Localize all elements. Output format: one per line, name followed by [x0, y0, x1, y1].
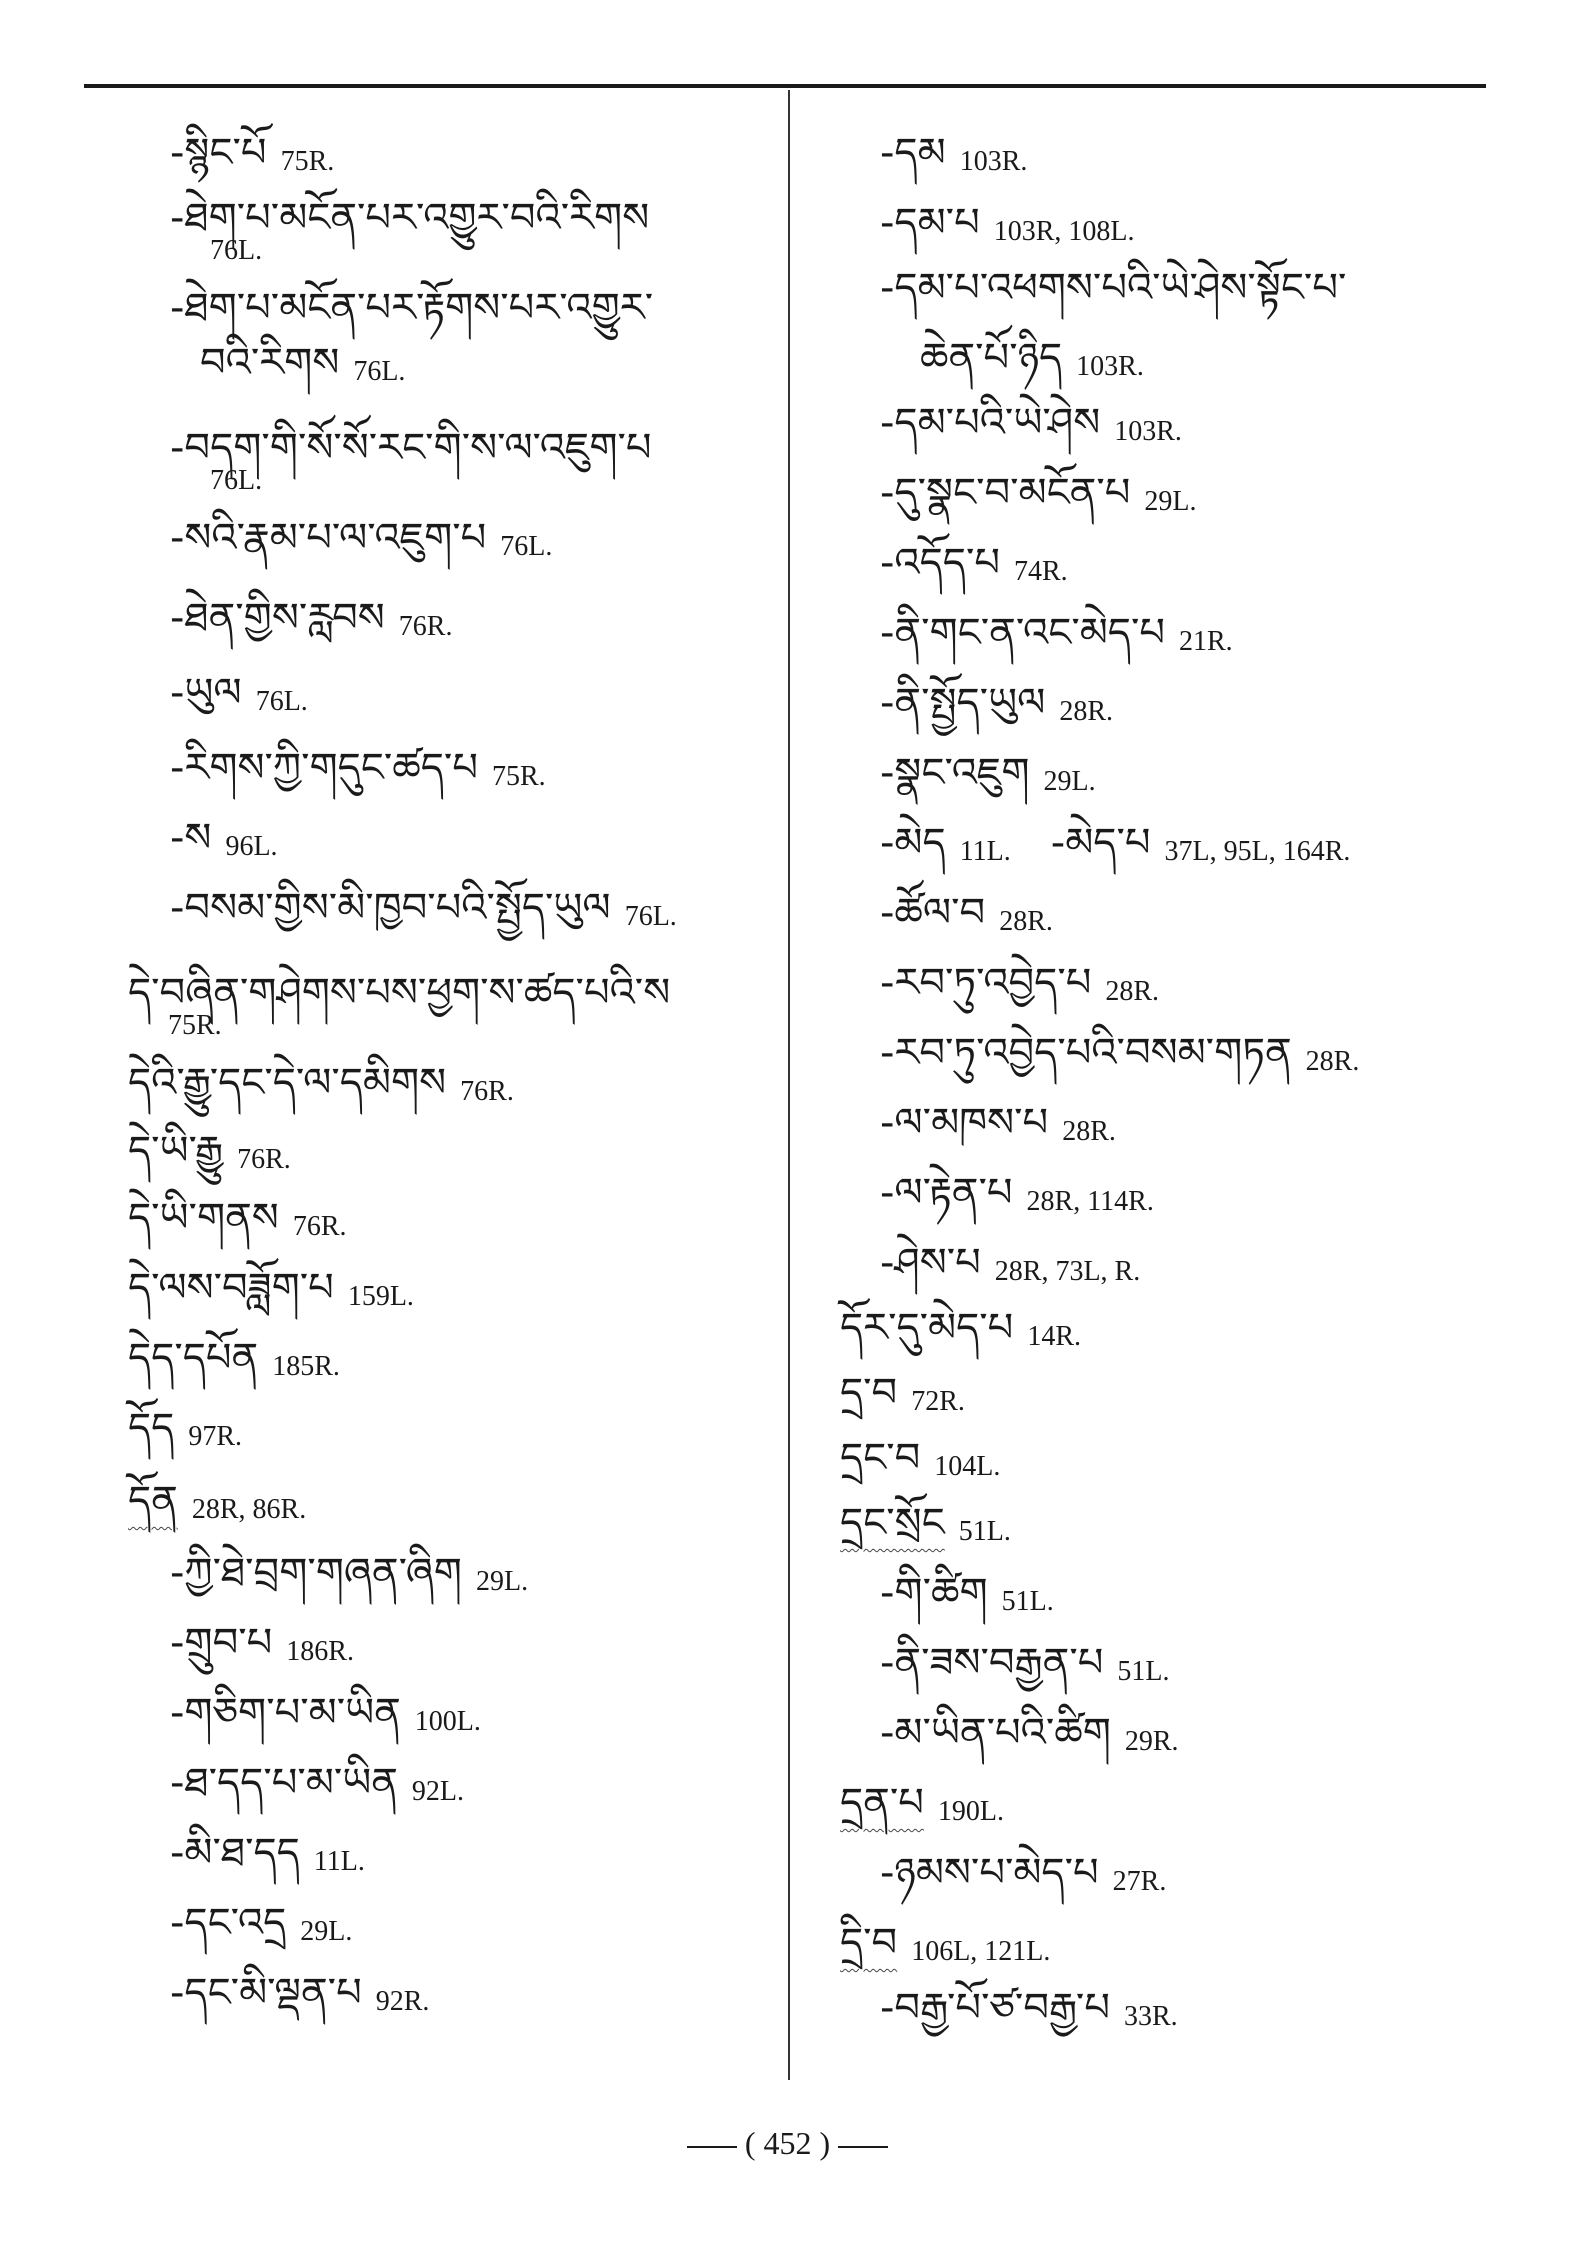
entry-reference: 28R. — [1062, 1116, 1116, 1147]
left_column-entry — [170, 815, 278, 861]
right_column-entry — [880, 470, 1197, 516]
left_column-entry — [128, 1335, 340, 1381]
entry-term: -དང་མི་ལྡན་པ — [170, 1970, 362, 2016]
entry-term: -གི་ཚིག — [880, 1570, 988, 1616]
entry-term: -རབ་ཏུ་འབྱེད་པ — [880, 960, 1092, 1006]
entry-reference: 76L. — [353, 356, 406, 387]
entry-reference: 29L. — [1043, 766, 1096, 797]
left_column-entry — [170, 425, 652, 497]
right_column-entry — [880, 1170, 1154, 1216]
entry-reference: 29L. — [475, 1566, 529, 1597]
entry-reference: 76L. — [255, 686, 308, 717]
entry-reference: 186R. — [286, 1636, 354, 1667]
left_column-entry — [170, 1900, 352, 1946]
entry-reference: 21R. — [1179, 626, 1233, 657]
entry-reference: 185R. — [272, 1351, 340, 1382]
left_column-entry — [128, 1195, 347, 1241]
entry-reference: 103R. — [1114, 416, 1182, 447]
entry-reference: 92L. — [411, 1776, 465, 1807]
top-rule — [84, 84, 1486, 88]
entry-reference: 28R, 86R. — [191, 1494, 307, 1525]
right_column-entry — [880, 890, 1053, 936]
entry-term: དྲ་བ — [840, 1370, 898, 1416]
entry-term: -ཉམས་པ་མེད་པ — [880, 1850, 1099, 1896]
right_column-entry — [880, 265, 1346, 311]
entry-term: དེ་ཡི་རྒྱུ — [128, 1128, 224, 1174]
entry-term: -ནི་གང་ན་འང་མེད་པ — [880, 610, 1165, 656]
entry-term: དོད — [128, 1405, 175, 1451]
entry-term: -དུ་སྣང་བ་མངོན་པ — [880, 470, 1131, 516]
entry-reference: 76L. — [500, 531, 553, 562]
entry-term: དོན — [128, 1478, 178, 1524]
right_column-entry — [880, 750, 1096, 796]
entry-reference: 29R. — [1124, 1726, 1179, 1757]
entry-reference: 76R. — [292, 1211, 347, 1242]
left_column-entry — [128, 1265, 414, 1311]
entry-reference: 28R, 114R. — [1026, 1186, 1154, 1217]
right_column-entry — [880, 610, 1233, 656]
entry-term: -ཐེག་པ་མངོན་པར་རྟོགས་པར་འགྱུར་ — [170, 285, 654, 331]
entry-term: -སྙིང་པོ — [170, 130, 267, 176]
right_column-entry — [920, 335, 1144, 381]
entry-term: -ལ་མཁས་པ — [880, 1100, 1049, 1146]
entry-term: -ཡུལ — [170, 670, 242, 716]
entry-reference: 76R. — [398, 611, 453, 642]
entry-term: -རིགས་ཀྱི་གདུང་ཚད་པ — [170, 745, 478, 791]
entry-reference: 190L. — [937, 1796, 1004, 1827]
entry-term: ཆེན་པོ་ཉིད — [920, 335, 1063, 381]
entry-term: -དམ་པའི་ཡེ་ཤེས — [880, 400, 1101, 446]
entry-reference: 104L. — [934, 1451, 1001, 1482]
entry-reference: 37L, 95L, 164R. — [1164, 836, 1351, 867]
entry-term: -ཀྱི་ཐེ་བྲག་གཞན་ཞིག — [170, 1550, 462, 1596]
entry-term: དེའི་རྒྱུ་དང་དེ་ལ་དམིགས — [128, 1060, 447, 1106]
left_column-entry — [128, 1060, 514, 1106]
entry-term: -མེད་པ — [1050, 820, 1151, 866]
entry-term: དོར་དུ་མེད་པ — [840, 1305, 1014, 1351]
entry-reference: 72R. — [911, 1386, 965, 1417]
entry-term: དྲན་པ — [840, 1780, 924, 1826]
left_column-entry — [170, 195, 649, 267]
left_column-entry — [170, 745, 546, 791]
entry-term: -ནི་སྤྱོད་ཡུལ — [880, 680, 1046, 726]
right_column-entry — [880, 1710, 1179, 1756]
right_column-entry — [880, 1100, 1116, 1146]
right_column-entry — [840, 1370, 965, 1416]
entry-term: -ས — [170, 815, 212, 861]
right_column-entry — [840, 1780, 1004, 1826]
entry-term: དེ་བཞིན་གཤེགས་པས་ཕྱག་ས་ཚད་པའི་ས — [128, 970, 671, 1016]
entry-term: -གྲུབ་པ — [170, 1620, 273, 1666]
right_column-entry — [880, 1570, 1054, 1616]
entry-term: -ཤེས་པ — [880, 1240, 981, 1286]
left_column-entry — [170, 1550, 528, 1596]
entry-reference: 75R. — [491, 761, 546, 792]
entry-reference: 76L. — [624, 901, 677, 932]
entry-reference: 28R, 73L, R. — [994, 1256, 1141, 1287]
entry-reference: 103R. — [959, 146, 1028, 177]
entry-reference: 76R. — [237, 1144, 291, 1175]
entry-reference: 96L. — [225, 831, 278, 862]
entry-reference: 106L, 121L. — [911, 1936, 1051, 1967]
entry-term: -ཚོལ་བ — [880, 890, 986, 936]
right_column-entry — [840, 1500, 1011, 1546]
entry-reference: 51L. — [1117, 1656, 1170, 1687]
entry-term: -ཐེག་པ་མངོན་པར་འགྱུར་བའི་རིགས — [170, 195, 650, 241]
left_column-entry — [170, 670, 308, 716]
entry-term: -རབ་ཏུ་འབྱེད་པའི་བསམ་གཏན — [880, 1030, 1292, 1076]
left_column-entry — [128, 1478, 306, 1524]
entry-reference: 97R. — [188, 1421, 243, 1452]
entry-term: -བདག་གི་སོ་སོ་རང་གི་ས་ལ་འཇུག་པ — [170, 425, 652, 471]
entry-reference: 159L. — [347, 1281, 414, 1312]
entry-term: -འདོད་པ — [880, 540, 1000, 586]
right_column-entry — [880, 960, 1159, 1006]
right_column-entry — [880, 200, 1135, 246]
right_column-entry — [880, 1850, 1166, 1896]
entry-term: -བསམ་གྱིས་མི་ཁྱབ་པའི་སྤྱོད་ཡུལ — [170, 885, 611, 931]
entry-term: -སྣང་འཇུག — [880, 750, 1030, 796]
left_column-entry — [170, 1690, 481, 1736]
column-divider — [788, 90, 790, 2080]
entry-reference: 76L. — [210, 235, 263, 266]
entry-term: -དམ་པ — [880, 200, 980, 246]
entry-reference: 28R. — [1305, 1046, 1360, 1077]
right_column-entry — [880, 1985, 1178, 2031]
left_column-entry — [170, 885, 677, 931]
right_column-entry — [840, 1435, 1000, 1481]
right_column-entry — [880, 1640, 1170, 1686]
footer-dash-right — [838, 2146, 888, 2148]
left_column-entry — [200, 340, 405, 386]
entry-reference: 14R. — [1027, 1321, 1082, 1352]
entry-term: -མེད — [880, 820, 946, 866]
entry-reference: 76L. — [210, 465, 263, 496]
left_column-entry — [128, 1128, 291, 1174]
left_column-entry — [170, 515, 552, 561]
left_column-entry — [170, 1620, 354, 1666]
right_column-entry — [880, 1030, 1359, 1076]
left_column-entry — [170, 130, 334, 176]
left_column-entry — [170, 285, 653, 331]
entry-term: -གཅིག་པ་མ་ཡིན — [170, 1690, 401, 1736]
entry-term: བའི་རིགས — [200, 340, 340, 386]
entry-term: -སའི་རྣམ་པ་ལ་འཇུག་པ — [170, 515, 487, 561]
entry-term: དྲང་སྲོང — [840, 1500, 945, 1546]
entry-reference: 11L. — [313, 1846, 365, 1877]
entry-reference: 11L. — [959, 836, 1011, 867]
entry-term: -དམ — [880, 130, 946, 176]
entry-term: -ལ་རྟེན་པ — [880, 1170, 1013, 1216]
entry-term: -ནི་ཟས་བརྒྱན་པ — [880, 1640, 1104, 1686]
entry-term: -ཐེན་གྱིས་རླབས — [170, 595, 385, 641]
entry-term: -བརྒྱ་པོ་ཙ་བརྒྱ་པ — [880, 1985, 1110, 2031]
entry-reference: 27R. — [1112, 1866, 1167, 1897]
entry-reference: 29L. — [300, 1916, 353, 1947]
entry-reference: 51L. — [1001, 1586, 1054, 1617]
entry-reference: 75R. — [168, 1010, 222, 1041]
entry-term: -མི་ཐ་དད — [170, 1830, 300, 1876]
entry-term: -མ་ཡིན་པའི་ཚིག — [880, 1710, 1111, 1756]
entry-reference: 75R. — [280, 146, 335, 177]
entry-term: དེ་ལས་བཟློག་པ — [128, 1265, 334, 1311]
footer-dash-left — [687, 2146, 737, 2148]
right_column-entry — [840, 1920, 1050, 1966]
left_column-entry — [170, 595, 452, 641]
entry-reference: 103R, 108L. — [993, 216, 1135, 247]
right_column-entry — [840, 1305, 1081, 1351]
entry-reference: 28R. — [999, 906, 1053, 937]
entry-reference: 51L. — [958, 1516, 1011, 1547]
entry-reference: 28R. — [1105, 976, 1160, 1007]
entry-term: -དང་འདྲ — [170, 1900, 287, 1946]
entry-term: དྲང་བ — [840, 1435, 921, 1481]
entry-term: དེད་དཔོན — [128, 1335, 259, 1381]
entry-reference: 100L. — [414, 1706, 481, 1737]
entry-term: དེ་ཡི་གནས — [128, 1195, 279, 1241]
right_column-entry — [880, 820, 1350, 866]
left_column-entry — [170, 1760, 464, 1806]
right_column-entry — [880, 1240, 1140, 1286]
entry-reference: 74R. — [1014, 556, 1068, 587]
right_column-entry — [880, 130, 1027, 176]
left_column-entry — [128, 970, 670, 1042]
entry-reference: 76R. — [460, 1076, 514, 1107]
entry-reference: 28R. — [1059, 696, 1114, 727]
right_column-entry — [880, 400, 1182, 446]
left_column-entry — [128, 1405, 242, 1451]
right_column-entry — [880, 680, 1113, 726]
entry-term: -ཐ་དད་པ་མ་ཡིན — [170, 1760, 398, 1806]
left_column-entry — [170, 1830, 365, 1876]
page-footer: ( 452 ) — [0, 2125, 1575, 2162]
entry-reference: 92R. — [375, 1986, 430, 2017]
right_column-entry — [880, 540, 1068, 586]
entry-reference: 33R. — [1123, 2001, 1178, 2032]
entry-term: དྲི་བ — [840, 1920, 898, 1966]
left_column-entry — [170, 1970, 429, 2016]
entry-term: -དམ་པ་འཕགས་པའི་ཡེ་ཤེས་སྟོང་པ་ — [880, 265, 1347, 311]
entry-reference: 103R. — [1076, 351, 1144, 382]
page-number: 452 — [763, 2125, 812, 2161]
entry-reference: 29L. — [1144, 486, 1197, 517]
